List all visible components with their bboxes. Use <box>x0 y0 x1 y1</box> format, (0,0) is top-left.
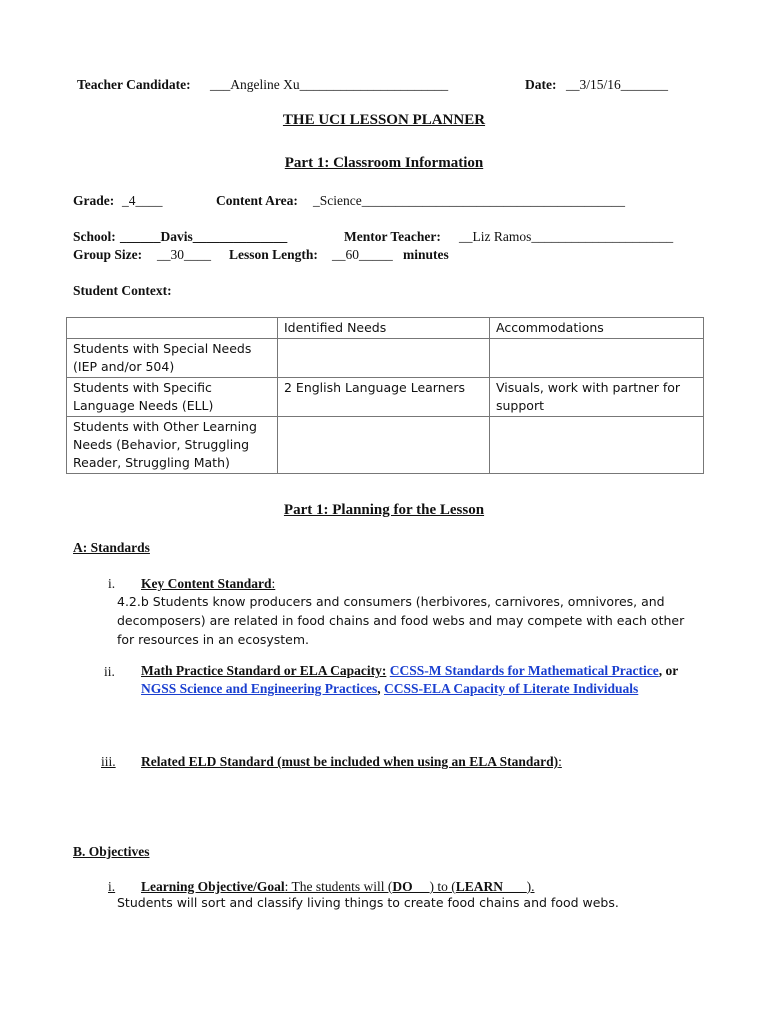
table-row <box>67 378 704 417</box>
objective-1-to: ) to ( <box>429 879 456 894</box>
table-header-cell: Identified Needs <box>278 318 490 339</box>
content-area-value: _Science_______________________________________ <box>313 193 625 208</box>
student-context-label: Student Context: <box>73 283 172 298</box>
group-size-label: Group Size: <box>73 247 143 262</box>
standard-3-label-text: Related ELD Standard (must be included when using an ELA Standard) <box>141 754 559 769</box>
mentor-value: __Liz Ramos_____________________ <box>459 229 674 244</box>
standard-3-colon: : <box>558 754 562 769</box>
objective-1-learn: LEARN ___ <box>455 879 527 894</box>
grade-value: _4____ <box>122 193 163 208</box>
table-cell <box>278 339 490 378</box>
standard-1-colon: : <box>271 576 276 591</box>
standard-1-label <box>141 575 275 593</box>
table-cell: Students with Specific Language Needs (ELL) <box>67 378 278 417</box>
page-title: THE UCI LESSON PLANNER <box>282 112 486 128</box>
standards-heading: A: Standards <box>73 540 150 555</box>
standard-2-or: , or <box>658 663 679 678</box>
standard-2-comma: , <box>377 681 381 696</box>
ccss-ela-link[interactable]: CCSS-ELA Capacity of Literate Individuals <box>384 681 639 696</box>
standard-3-number: iii. <box>101 754 116 769</box>
lesson-length-value: __60_____ <box>332 247 393 262</box>
candidate-value: ___Angeline Xu______________________ <box>210 77 449 92</box>
standard-3-label <box>141 753 562 771</box>
table-cell: Students with Other Learning Needs (Behavior, Struggling Reader, Struggling Math) <box>67 417 278 474</box>
school-value: ______Davis______________ <box>120 229 288 244</box>
date-label: Date: <box>525 77 557 92</box>
standard-1-label-text: Key Content Standard <box>141 576 272 591</box>
table-header-cell: Accommodations <box>490 318 704 339</box>
planning-heading: Part 1: Planning for the Lesson <box>283 502 485 518</box>
school-label: School: <box>73 229 116 244</box>
standard-1-number: i. <box>108 576 116 591</box>
candidate-label: Teacher Candidate: <box>77 77 191 92</box>
table-cell: Students with Special Needs (IEP and/or 504) <box>67 339 278 378</box>
lesson-length-unit: minutes <box>403 247 449 262</box>
date-value: __3/15/16_______ <box>566 77 669 92</box>
objective-1-end: ). <box>526 879 535 894</box>
ngss-link[interactable]: NGSS Science and Engineering Practices <box>141 681 378 696</box>
objective-1-label: Learning Objective/Goal <box>141 879 285 894</box>
content-area-label: Content Area: <box>216 193 298 208</box>
objective-1-number: i. <box>108 879 116 894</box>
part1-heading: Part 1: Classroom Information <box>284 155 484 171</box>
standard-1-text: 4.2.b Students know producers and consumers (herbivores, carnivores, omnivores, and decomposers) are related in food chains and food webs and may compete with each other for resources in an ecosystem. <box>117 594 685 647</box>
standard-2-number: ii. <box>104 664 115 679</box>
objective-1-text: Students will sort and classify living things to create food chains and food webs. <box>117 895 619 910</box>
student-context-table <box>66 317 704 474</box>
mentor-label: Mentor Teacher: <box>344 229 441 244</box>
objective-1-do: DO __ <box>392 879 430 894</box>
table-row <box>67 339 704 378</box>
table-header-row <box>67 318 704 339</box>
objective-1-line <box>141 878 535 896</box>
objective-1-mid: : The students will ( <box>284 879 393 894</box>
lesson-length-label: Lesson Length: <box>229 247 318 262</box>
grade-label: Grade: <box>73 193 115 208</box>
table-cell: Visuals, work with partner for support <box>490 378 704 417</box>
ccss-m-link[interactable]: CCSS-M Standards for Mathematical Practice <box>389 663 659 678</box>
table-cell <box>490 417 704 474</box>
table-cell <box>490 339 704 378</box>
table-cell <box>278 417 490 474</box>
objectives-heading: B. Objectives <box>73 844 150 859</box>
table-cell: 2 English Language Learners <box>278 378 490 417</box>
table-header-cell <box>67 318 278 339</box>
group-size-value: __30____ <box>157 247 211 262</box>
table-row <box>67 417 704 474</box>
standard-2-label: Math Practice Standard or ELA Capacity: <box>141 663 387 678</box>
standard-2-text <box>141 662 681 698</box>
